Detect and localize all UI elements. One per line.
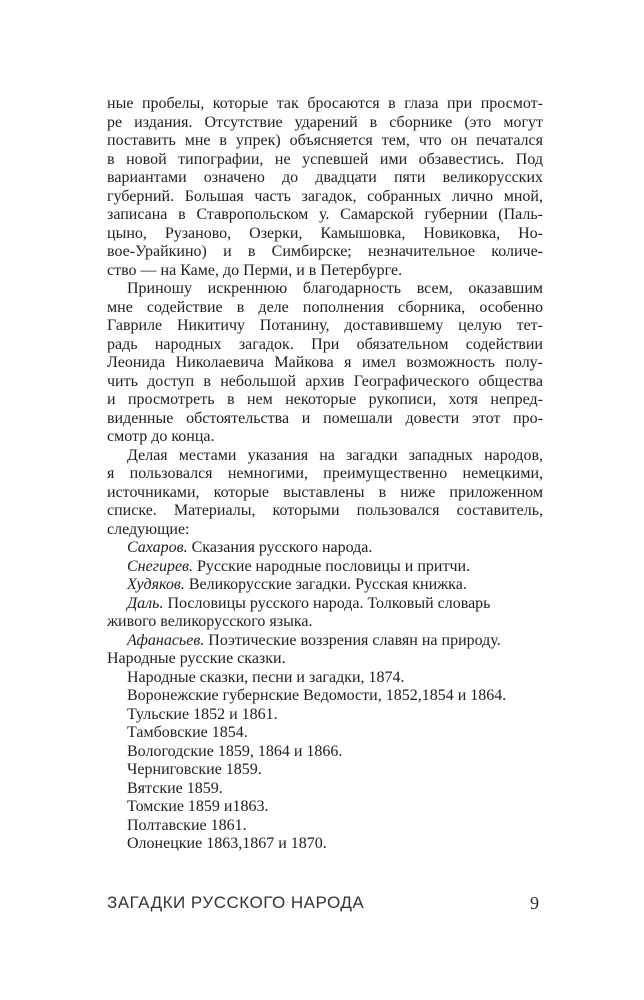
text-line: цыно, Рузаново, Озерки, Камышовка, Новиковка, Но- <box>107 224 543 242</box>
periodical-item: Олонецкие 1863,1867 и 1870. <box>127 835 327 852</box>
text-line: ре издания. Отсутствие ударений в сборнике (это могут <box>107 113 543 131</box>
periodical-item: Воронежские губернские Ведомости, 1852,1854 и 1864. <box>127 687 507 704</box>
source-title: Русские народные пословицы и притчи. <box>193 557 471 575</box>
text-line: губерний. Большая часть загадок, собранных лично мной, <box>107 187 543 205</box>
text-line: Делая местами указания на загадки западных народов, <box>127 446 543 464</box>
text-line: ство — на Каме, до Перми, и в Петербурге. <box>107 261 403 279</box>
running-footer-title: ЗАГАДКИ РУССКОГО НАРОДА <box>107 893 365 912</box>
text-line: Гавриле Никитичу Потанину, доставившему целую тет- <box>107 317 543 334</box>
source-item-continuation: живого великорусского языка. <box>107 613 313 630</box>
text-line: и просмотреть в нем некоторые рукописи, хотя непред- <box>107 391 543 408</box>
source-title: Пословицы русского народа. Толковый словарь <box>163 594 491 612</box>
source-title: Великорусские загадки. Русская книжка. <box>184 576 467 593</box>
text-line: радь народных загадок. При обязательном содействии <box>107 335 543 353</box>
source-author: Сахаров. <box>127 539 188 556</box>
periodicals-list <box>107 669 543 854</box>
text-line: я пользовался немногими, преимущественно немецкими, <box>107 465 543 482</box>
source-author: Худяков. <box>127 576 185 593</box>
text-line: вариантами означено до двадцати пяти великорусских <box>107 169 543 186</box>
text-line: мне содействие в деле пополнения сборника, особенно <box>107 298 543 316</box>
text-line: поставить мне в упрек) объясняется тем, что он печатался <box>107 132 543 149</box>
text-line: смотр до конца. <box>107 428 215 445</box>
text-line: в новой типографии, не успевшей ими обзавестись. Под <box>107 150 543 168</box>
periodical-item: Вологодские 1859, 1864 и 1866. <box>127 742 343 760</box>
periodical-item: Черниговские 1859. <box>127 761 262 778</box>
paragraph <box>107 280 543 447</box>
source-item-continuation: Народные русские сказки. <box>107 650 286 667</box>
text-line: Приношу искреннюю благодарность всем, оказавшим <box>127 280 543 297</box>
text-line: виденные обстоятельства и помешали довести этот про- <box>107 409 543 427</box>
periodical-item: Народные сказки, песни и загадки, 1874. <box>127 668 405 686</box>
text-line: чить доступ в небольшой архив Географического общества <box>107 372 543 390</box>
text-line: записана в Ставропольском у. Самарской губернии (Паль- <box>107 206 543 223</box>
page-number: 9 <box>530 893 539 913</box>
text-line: ные пробелы, которые так бросаются в глаза при просмот- <box>107 95 543 112</box>
periodical-item: Тульские 1852 и 1861. <box>127 705 278 723</box>
source-item <box>107 595 543 614</box>
source-title: Сказания русского народа. <box>187 539 373 556</box>
source-item <box>107 539 543 558</box>
sources-list <box>107 539 543 669</box>
periodical-item: Тамбовские 1854. <box>127 724 248 741</box>
source-item <box>107 632 543 651</box>
periodical-item: Вятские 1859. <box>127 779 223 797</box>
source-author: Даль. <box>127 594 164 612</box>
paragraph <box>107 447 543 540</box>
source-item <box>107 558 543 577</box>
source-author: Афанасьев. <box>127 631 205 649</box>
periodical-item: Томские 1859 и1863. <box>127 798 269 815</box>
paragraph <box>107 95 543 280</box>
source-author: Снегирев. <box>127 557 193 575</box>
source-title: Поэтические воззрения славян на природу. <box>204 631 501 649</box>
text-line: следующие: <box>107 520 190 538</box>
source-item <box>107 576 543 595</box>
text-line: источниками, которые выставлены в ниже приложенном <box>107 483 543 501</box>
text-line: списке. Материалы, которыми пользовался составитель, <box>107 502 543 519</box>
text-line: Леонида Николаевича Майкова я имел возможность полу- <box>107 354 543 371</box>
periodical-item: Полтавские 1861. <box>127 816 247 834</box>
text-line: вое-Урайкино) и в Симбирске; незначительное количе- <box>107 243 543 260</box>
page-body <box>107 95 543 854</box>
